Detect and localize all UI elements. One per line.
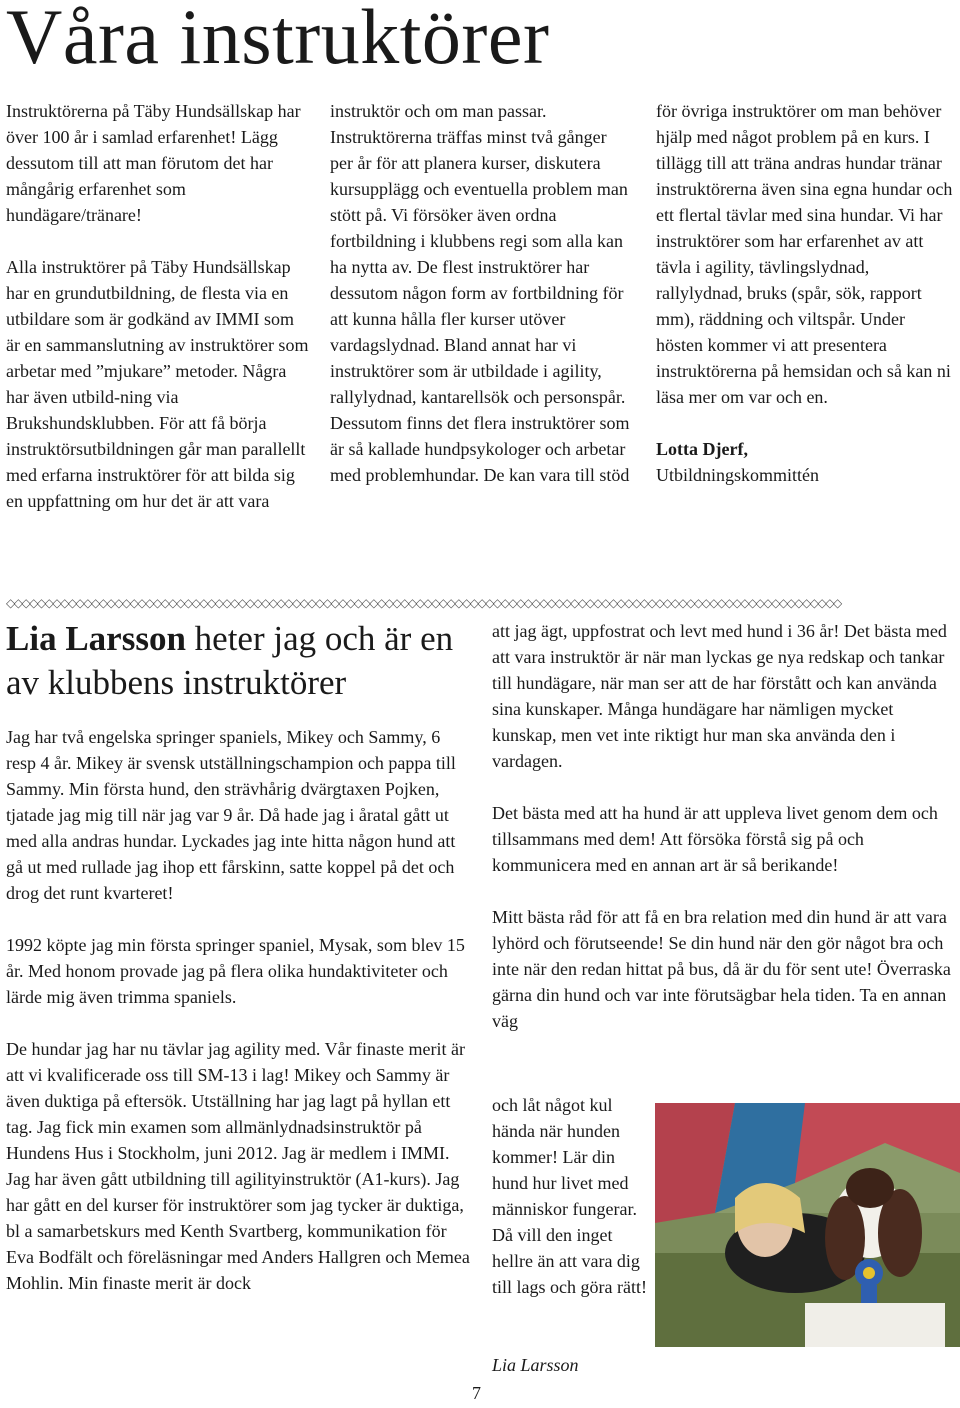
article-heading <box>6 617 486 705</box>
page-number: 7 <box>472 1383 481 1403</box>
intro-paragraph: instruktör och om man passar. Instruktörerna träffas minst två gånger per år för att planera kurser, diskutera kursupplägg och eventuella problem man stött på. Vi försöker även ordna fortbildning i klubbens regi som alla kan ha nytta av. De flest instruktörer har dessutom någon form av fortbildning för att kunna hålla fler kurser utöver vardagslydnad. Bland annat har vi instruktörer som är utbildade i agility, rallylydnad, kantarellsök och personspår. Dessutom finns det flera instruktörer som är så kallade hundpsykologer och arbetar med problemhundar. De kan vara till stöd <box>330 101 630 485</box>
intro-paragraph: Alla instruktörer på Täby Hundsällskap har en grundutbildning, de flesta via en utbildare som är godkänd av IMMI som är en sammanslutning av instruktörer som arbetar med ”mjukare” metoder. Några har även utbild-ning via Brukshundsklubben. För att få börja instruktörsutbildningen går man parallellt med erfarna instruktörer för att bilda sig en uppfattning om hur det är att vara <box>6 257 309 511</box>
intro-column-2 <box>330 98 630 488</box>
intro-column-3 <box>656 98 956 488</box>
section-divider: ◇◇◇◇◇◇◇◇◇◇◇◇◇◇◇◇◇◇◇◇◇◇◇◇◇◇◇◇◇◇◇◇◇◇◇◇◇◇◇◇◇◇◇◇◇◇◇◇◇◇◇◇◇◇◇◇◇◇◇◇◇◇◇◇◇◇◇◇◇◇◇◇◇◇◇◇◇◇◇◇◇◇◇◇◇◇◇◇◇◇◇◇◇◇◇◇◇◇◇◇◇◇◇◇◇◇◇◇ <box>6 596 841 610</box>
intro-column-1 <box>6 98 311 514</box>
article-column-right <box>492 618 958 1034</box>
signature <box>656 436 956 488</box>
article-paragraph: Jag har två engelska springer spaniels, Mikey och Sammy, 6 resp 4 år. Mikey är svensk utställningschampion och pappa till Sammy. Min första hund, den strävhårig dvärgtaxen Pojken, tjatade jag mig till när jag var 9 år. Då hade jag i åratal gått ut med alla andras hundar. Lyckades jag inte hitta någon hund att gå ut med rullade jag ihop ett fårskinn, satte koppel på det och drog det runt kvarteret! <box>6 727 456 903</box>
article-heading-name: Lia Larsson <box>6 619 186 658</box>
intro-paragraph: för övriga instruktörer om man behöver hjälp med något problem på en kurs. I tillägg till att träna andras hundar tränar instruktörerna även sina egna hundar och ett flertal tävlar med sina hundar. Vi har instruktörer som har erfarenhet av att tävla i agility, tävlingslydnad, rallylydnad, bruks (spår, sök, rapport mm), räddning och viltspår. Under hösten kommer vi att presentera instruktörerna på hemsidan och så kan ni läsa mer om var och en. <box>656 101 953 407</box>
page-title: Våra instruktörer <box>6 0 550 80</box>
article-column-left <box>6 724 472 1296</box>
article-paragraph: Det bästa med att ha hund är att uppleva livet genom dem och tillsammans med dem! Att försöka förstå sig på och kommunicera med en annan art är så berikande! <box>492 803 938 875</box>
signature-role: Utbildningskommittén <box>656 465 820 485</box>
article-paragraph: att jag ägt, uppfostrat och levt med hund i 36 år! Det bästa med att vara instruktör är när man lyckas ge nya redskap och tankar till hundägare, när man ser att de har förstått och kan använda sina kunskaper. Många hundägare har nämligen mycket kunskap, men vet inte riktigt hur man ska använda den i vardagen. <box>492 621 947 771</box>
photo-caption: Lia Larsson <box>492 1355 579 1375</box>
article-paragraph: Mitt bästa råd för att få en bra relation med din hund är att vara lyhörd och förutseende! Se din hund när den gör något bra och inte när den redan hittat på bus, då är du för sent ute! Överraska gärna din hund och var inte förutsägbar hela tiden. Ta en annan väg <box>492 907 951 1031</box>
article-paragraph: och låt något kul hända när hunden kommer! Lär din hund hur livet med människor fungerar. Då vill den inget hellre än att vara dig till lags och göra rätt! <box>492 1095 647 1297</box>
article-paragraph: 1992 köpte jag min första springer spaniel, Mysak, som blev 15 år. Med honom provade jag på flera olika hundaktiviteter och lärde mig även trimma spaniels. <box>6 935 465 1007</box>
photo-illustration <box>655 1103 960 1347</box>
article-heading-rest: heter jag och är en av klubbens instruktörer <box>6 619 454 702</box>
signature-name: Lotta Djerf, <box>656 439 748 459</box>
intro-paragraph: Instruktörerna på Täby Hundsällskap har över 100 år i samlad erfarenhet! Lägg dessutom till att man förutom det har mångårig erfarenhet som hundägare/tränare! <box>6 101 301 225</box>
photo-woman-with-dog <box>655 1103 960 1347</box>
article-paragraph: De hundar jag har nu tävlar jag agility med. Vår finaste merit är att vi kvalificerade oss till SM-13 i lag! Mikey och Sammy är även duktiga på eftersök. Utställning har jag lagt på hyllan ett tag. Jag fick min examen som allmänlydnadsinstruktör på Hundens Hus i Stockholm, juni 2012. Jag är medlem i IMMI. Jag har även gått utbildning till agilityinstruktör (A1-kurs). Jag har gått en del kurser för instruktörer som jag tycker är duktiga, bl a samarbetskurs med Kenth Svartberg, kommunikation för Eva Bodfält och föreläsningar med Anders Hallgren och Memea Mohlin. Min finaste merit är dock <box>6 1039 470 1293</box>
article-column-right-narrow <box>492 1092 650 1300</box>
